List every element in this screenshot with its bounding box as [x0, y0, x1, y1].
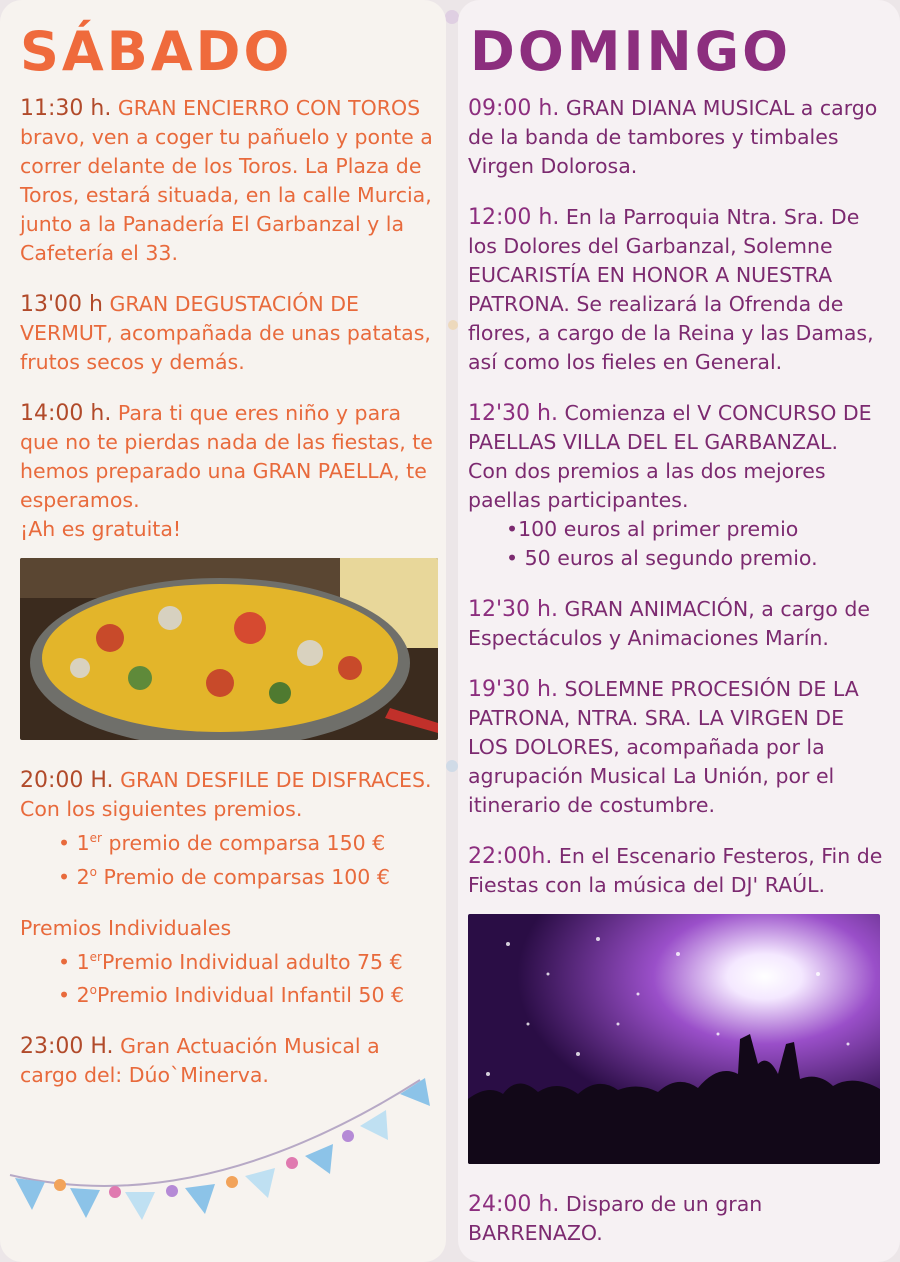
event-text: En el Escenario Festeros, Fin de Fiestas con la música del DJ' RAÚL.	[468, 844, 883, 897]
individual-prizes	[20, 914, 446, 1011]
prize-item: •100 euros al primer premio	[506, 517, 799, 541]
event-encierro	[20, 94, 446, 268]
event-text: GRAN ANIMACIÓN, a cargo de Espectáculos y Animaciones Marín.	[468, 597, 870, 650]
event-time: 22:00h.	[468, 844, 553, 869]
event-time: 20:00 H.	[20, 768, 114, 793]
event-diana	[468, 94, 900, 181]
event-text: GRAN DIANA MUSICAL a cargo de la banda de tambores y timbales Virgen Dolorosa.	[468, 96, 878, 178]
event-animacion	[468, 595, 900, 653]
prize-item: • 2$^o$ Premio de comparsas 100 €	[58, 864, 390, 889]
sunday-column	[458, 0, 900, 1262]
event-note: ¡Ah es gratuita!	[20, 517, 182, 541]
event-text: Gran Actuación Musical a cargo del: Dúo`Minerva.	[20, 1034, 380, 1088]
individual-prizes-title: Premios Individuales	[20, 915, 232, 940]
confetti-dot	[446, 760, 458, 772]
event-text: Comienza el V CONCURSO DE PAELLAS VILLA DEL EL GARBANZAL.	[468, 401, 872, 454]
paella-photo	[20, 558, 438, 740]
event-text: En la Parroquia Ntra. Sra. De los Dolores del Garbanzal, Solemne EUCARISTÍA EN HONOR A NUESTRA PATRONA. Se realizará la Ofrenda de flores, a cargo de la Reina y las Damas, así como los fieles en General.	[468, 205, 874, 374]
prize-item: • 50 euros al segundo premio.	[506, 546, 818, 570]
event-vermut	[20, 290, 446, 377]
event-text: SOLEMNE PROCESIÓN DE LA PATRONA, NTRA. SRA. LA VIRGEN DE LOS DOLORES, acompañada por la agrupación Musical La Unión, por el itinerario de costumbre.	[468, 677, 859, 817]
event-time: 23:00 H.	[20, 1034, 114, 1060]
event-text: GRAN DESFILE DE DISFRACES.	[120, 768, 432, 792]
event-eucaristia	[468, 203, 900, 377]
sunday-title: DOMINGO	[470, 20, 791, 83]
saturday-title: SÁBADO	[20, 20, 293, 83]
event-costume-parade	[20, 766, 446, 892]
prizes-subtitle: Con los siguientes premios.	[20, 797, 303, 821]
prize-item: • 1er premio de comparsa 150 €	[58, 830, 386, 855]
event-time: 13'00 h	[20, 292, 103, 317]
bunting-decoration	[0, 1070, 450, 1250]
event-time: 19'30 h.	[468, 677, 558, 702]
prize-item: • 2$^o$Premio Individual Infantil 50 €	[58, 983, 405, 1008]
event-procesion	[468, 675, 900, 820]
event-text: GRAN ENCIERRO CON TOROS bravo, ven a coger tu pañuelo y ponte a correr delante de los Toros. La Plaza de Toros, estará situada, en la calle Murcia, junto a la Panadería El Garbanzal y la Cafetería el 33.	[20, 96, 433, 265]
event-text: Disparo de un gran BARRENAZO.	[468, 1192, 763, 1245]
event-time: 12'30 h.	[468, 597, 558, 622]
event-time: 09:00 h.	[468, 96, 560, 121]
prize-item: • 1erPremio Individual adulto 75 €	[58, 949, 403, 974]
event-time: 12:00 h.	[468, 205, 560, 230]
event-time: 14:00 h.	[20, 401, 112, 426]
event-text: Para ti que eres niño y para que no te pierdas nada de las fiestas, te hemos preparado una GRAN PAELLA, te esperamos.	[20, 401, 433, 512]
confetti-dot	[448, 320, 458, 330]
event-paella	[20, 399, 446, 544]
event-time: 12'30 h.	[468, 401, 558, 426]
contest-detail: Con dos premios a las dos mejores paellas participantes.	[468, 459, 826, 512]
event-fin-fiestas	[468, 842, 900, 900]
event-text: GRAN DEGUSTACIÓN DE VERMUT, acompañada de unas patatas, frutos secos y demás.	[20, 292, 431, 374]
event-barrenazo	[468, 1190, 900, 1248]
event-time: 24:00 h.	[468, 1192, 560, 1217]
concert-photo	[468, 914, 880, 1164]
event-time: 11:30 h.	[20, 96, 112, 121]
confetti-dot	[445, 10, 459, 24]
event-paella-contest	[468, 399, 900, 573]
